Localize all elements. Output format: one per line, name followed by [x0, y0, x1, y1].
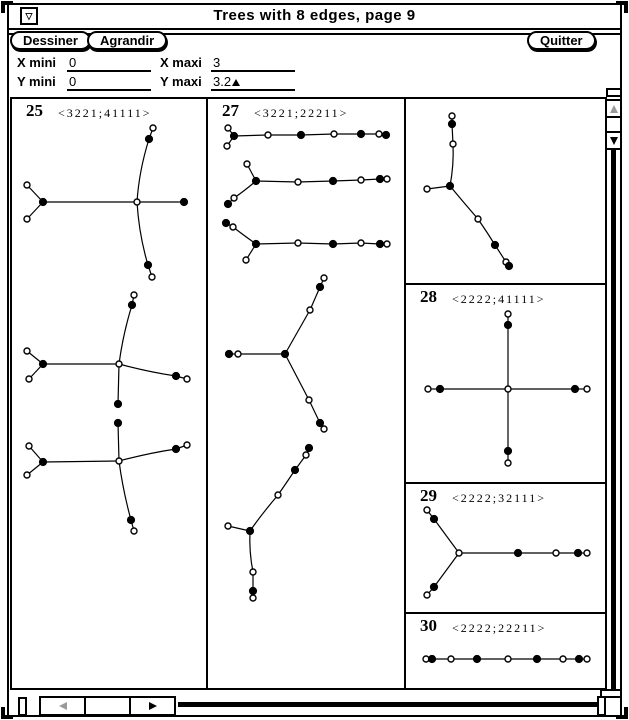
x-mini-field[interactable]: 0	[67, 55, 151, 72]
panel-29	[406, 484, 605, 612]
panel-27-code: <3221;22211>	[254, 106, 349, 120]
panel-27	[208, 99, 404, 688]
y-maxi-label: Y maxi	[160, 74, 202, 89]
panel-27-trees	[208, 99, 404, 688]
agrandir-button[interactable]: Agrandir	[87, 31, 167, 50]
text-caret-icon	[232, 79, 240, 86]
right-column	[406, 99, 605, 688]
panel-29-number: 29	[420, 486, 437, 505]
window-title: Trees with 8 edges, page 9	[213, 7, 416, 24]
vscroll-drag-box[interactable]	[607, 118, 620, 131]
panel-28-tree	[406, 285, 603, 482]
panel-29-code: <2222;32111>	[452, 491, 546, 505]
scroll-left-icon	[59, 702, 67, 710]
scroll-down-icon	[610, 137, 618, 145]
dessiner-button[interactable]: Dessiner	[10, 31, 91, 50]
panel-30-tree	[406, 614, 603, 688]
window-menu-triangle-icon: ▽	[25, 10, 33, 21]
panel-30-number: 30	[420, 616, 437, 635]
x-maxi-field[interactable]: 3	[211, 55, 295, 72]
hscroll-elevator[interactable]	[39, 696, 176, 716]
y-mini-field[interactable]: 0	[67, 74, 151, 91]
window-menu-button[interactable]	[20, 7, 38, 25]
vscroll-cable[interactable]	[611, 150, 616, 689]
vscroll-up-button[interactable]	[607, 101, 620, 118]
quitter-button[interactable]: Quitter	[527, 31, 596, 50]
x-maxi-label: X maxi	[160, 55, 202, 70]
vscroll-top-anchor[interactable]	[606, 88, 622, 97]
hscroll-left-button[interactable]	[41, 698, 86, 714]
hscroll-drag-box[interactable]	[86, 698, 129, 714]
hscroll-right-button[interactable]	[129, 698, 174, 714]
panel-28-number: 28	[420, 287, 437, 306]
panel-27-number: 27	[222, 101, 239, 120]
panel-25-code: <3221;41111>	[58, 106, 152, 120]
x-mini-label: X mini	[17, 55, 57, 70]
panel-unlabeled	[406, 99, 605, 283]
scroll-right-icon	[149, 702, 157, 710]
drawing-area	[10, 97, 607, 690]
scroll-up-icon	[610, 105, 618, 113]
panel-unlabeled-tree	[406, 99, 603, 283]
panel-28-code: <2222;41111>	[452, 292, 546, 306]
panel-30	[406, 614, 605, 688]
panel-25	[12, 99, 206, 688]
y-mini-label: Y mini	[17, 74, 56, 89]
hscroll-left-anchor[interactable]	[18, 697, 27, 716]
y-maxi-field[interactable]: 3.2	[211, 74, 295, 91]
panel-25-trees	[12, 99, 206, 688]
vscroll-elevator[interactable]	[605, 99, 622, 150]
panel-30-code: <2222;22211>	[452, 621, 547, 635]
title-bar[interactable]	[9, 5, 620, 27]
vscroll-down-button[interactable]	[607, 131, 620, 148]
panel-29-tree	[406, 484, 603, 612]
hscroll-cable[interactable]	[178, 702, 597, 707]
panel-28	[406, 285, 605, 482]
hscroll-right-anchor[interactable]	[597, 696, 606, 716]
panel-25-number: 25	[26, 101, 43, 120]
